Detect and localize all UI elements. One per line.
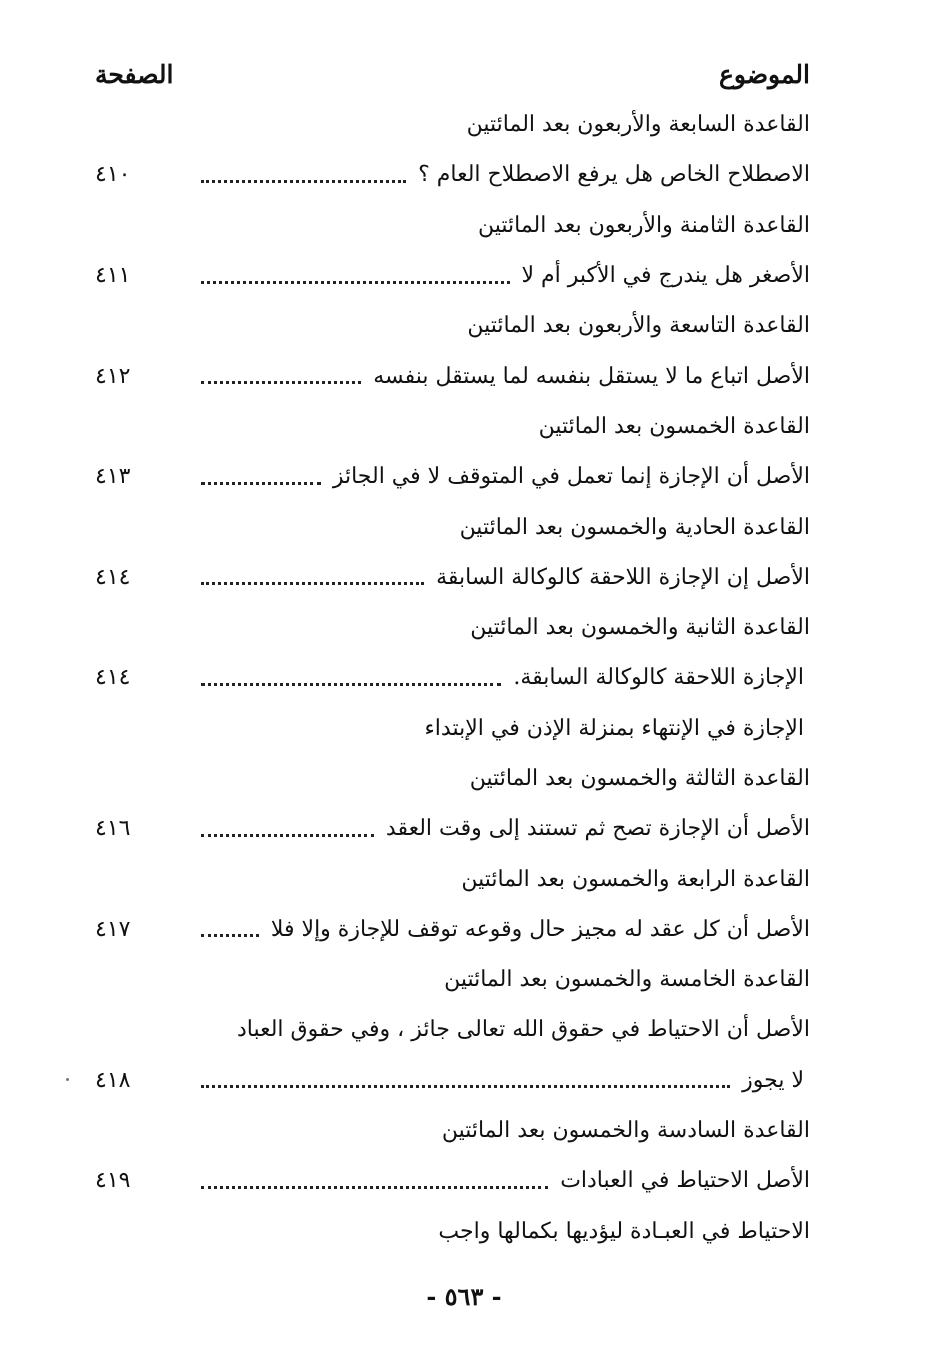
toc-entry-title: الأصل الاحتياط في العبادات: [560, 1168, 810, 1194]
dotted-leader: [201, 281, 510, 284]
toc-entry: [95, 553, 810, 603]
toc-entry: [95, 452, 810, 502]
toc-heading-text: القاعدة الثامنة والأربعون بعد المائتين: [477, 212, 810, 238]
toc-heading-text: القاعدة السادسة والخمسون بعد المائتين: [441, 1118, 810, 1144]
topic-column-label: الموضوع: [719, 59, 810, 89]
toc-entry-title: الأصل أن كل عقد له مجيز حال وقوعه توقف للإجازة وإلا فلا: [270, 916, 810, 942]
toc-entry-page: ٤١٦: [95, 816, 131, 842]
toc-heading: [95, 754, 810, 804]
page-number: - ٥٦٣ -: [426, 1282, 502, 1311]
toc-heading-text: القاعدة السابعة والأربعون بعد المائتين: [466, 112, 810, 138]
dotted-leader: [201, 381, 361, 384]
dotted-leader: [201, 683, 501, 686]
toc-entry: [95, 251, 810, 301]
toc-heading: [95, 402, 810, 452]
scan-speck: [66, 1078, 69, 1081]
toc-heading-text: القاعدة الخمسون بعد المائتين: [538, 413, 810, 439]
dotted-leader: [201, 180, 406, 183]
toc-entry-title: الإجازة اللاحقة كالوكالة السابقة.: [513, 665, 804, 691]
toc-subentry-text: الإجازة في الإنتهاء بمنزلة الإذن في الإبتداء: [424, 715, 804, 741]
toc-entry: [95, 1056, 810, 1106]
toc-entry-page: ٤١٩: [95, 1168, 131, 1194]
dotted-leader: [201, 934, 259, 937]
toc-heading: [95, 100, 810, 150]
toc-entry-title: الأصل اتباع ما لا يستقل بنفسه لما يستقل بنفسه: [373, 363, 810, 389]
toc-entry-title: الاصطلاح الخاص هل يرفع الاصطلاح العام ؟: [418, 162, 810, 188]
toc-entry-page: ٤١٤: [95, 665, 131, 691]
toc-entry-title-continued: لا يجوز: [742, 1067, 804, 1093]
toc-subentry: [95, 1207, 810, 1257]
toc-heading: [95, 201, 810, 251]
toc-entry-title-line: [95, 1005, 810, 1055]
toc-heading-text: القاعدة التاسعة والأربعون بعد المائتين: [467, 313, 810, 339]
toc-heading: [95, 603, 810, 653]
toc-heading: [95, 502, 810, 552]
toc-heading-text: القاعدة الحادية والخمسون بعد المائتين: [459, 514, 810, 540]
toc-entry: [95, 804, 810, 854]
toc-entry-page: ٤١٢: [95, 363, 131, 389]
toc-heading: [95, 301, 810, 351]
toc-heading: [95, 955, 810, 1005]
toc-entry: [95, 1156, 810, 1206]
toc-heading-text: القاعدة الثالثة والخمسون بعد المائتين: [469, 766, 810, 791]
toc-entry-page: ٤١٨: [95, 1067, 131, 1093]
toc-entry-page: ٤١٧: [95, 916, 131, 942]
toc-heading: [95, 854, 810, 904]
dotted-leader: [201, 582, 424, 585]
dotted-leader: [201, 1186, 548, 1189]
toc-subentry-text: الاحتياط في العبـادة ليؤديها بكمالها واجب: [438, 1218, 810, 1244]
toc-entry-page: ٤١١: [95, 263, 131, 289]
toc-entry: [95, 653, 810, 703]
dotted-leader: [201, 834, 374, 837]
toc-list: [95, 100, 810, 1257]
toc-entry-page: ٤١٣: [95, 464, 131, 490]
toc-entry: [95, 905, 810, 955]
toc-entry: [95, 351, 810, 401]
toc-heading-text: القاعدة الرابعة والخمسون بعد المائتين: [461, 866, 810, 892]
toc-entry-title: الأصل أن الاحتياط في حقوق الله تعالى جائز ، وفي حقوق العباد: [236, 1017, 810, 1043]
toc-subentry: [95, 704, 810, 754]
toc-entry-page: ٤١٤: [95, 564, 131, 590]
toc-entry-title: الأصل أن الإجازة إنما تعمل في المتوقف لا في الجائز: [332, 464, 810, 490]
toc-entry-title: الأصل أن الإجازة تصح ثم تستند إلى وقت العقد: [385, 816, 810, 842]
toc-heading: [95, 1106, 810, 1156]
toc-entry-title: الأصل إن الإجازة اللاحقة كالوكالة السابقة: [436, 564, 810, 590]
toc-entry-title: الأصغر هل يندرج في الأكبر أم لا: [521, 263, 810, 289]
toc-header: [95, 52, 810, 96]
dotted-leader: [201, 482, 321, 485]
toc-heading-text: القاعدة الثانية والخمسون بعد المائتين: [470, 615, 810, 641]
dotted-leader: [201, 1085, 730, 1088]
toc-heading-text: القاعدة الخامسة والخمسون بعد المائتين: [444, 967, 810, 993]
toc-entry-page: ٤١٠: [95, 162, 131, 188]
toc-entry: [95, 150, 810, 200]
page-column-label: الصفحة: [95, 59, 174, 89]
